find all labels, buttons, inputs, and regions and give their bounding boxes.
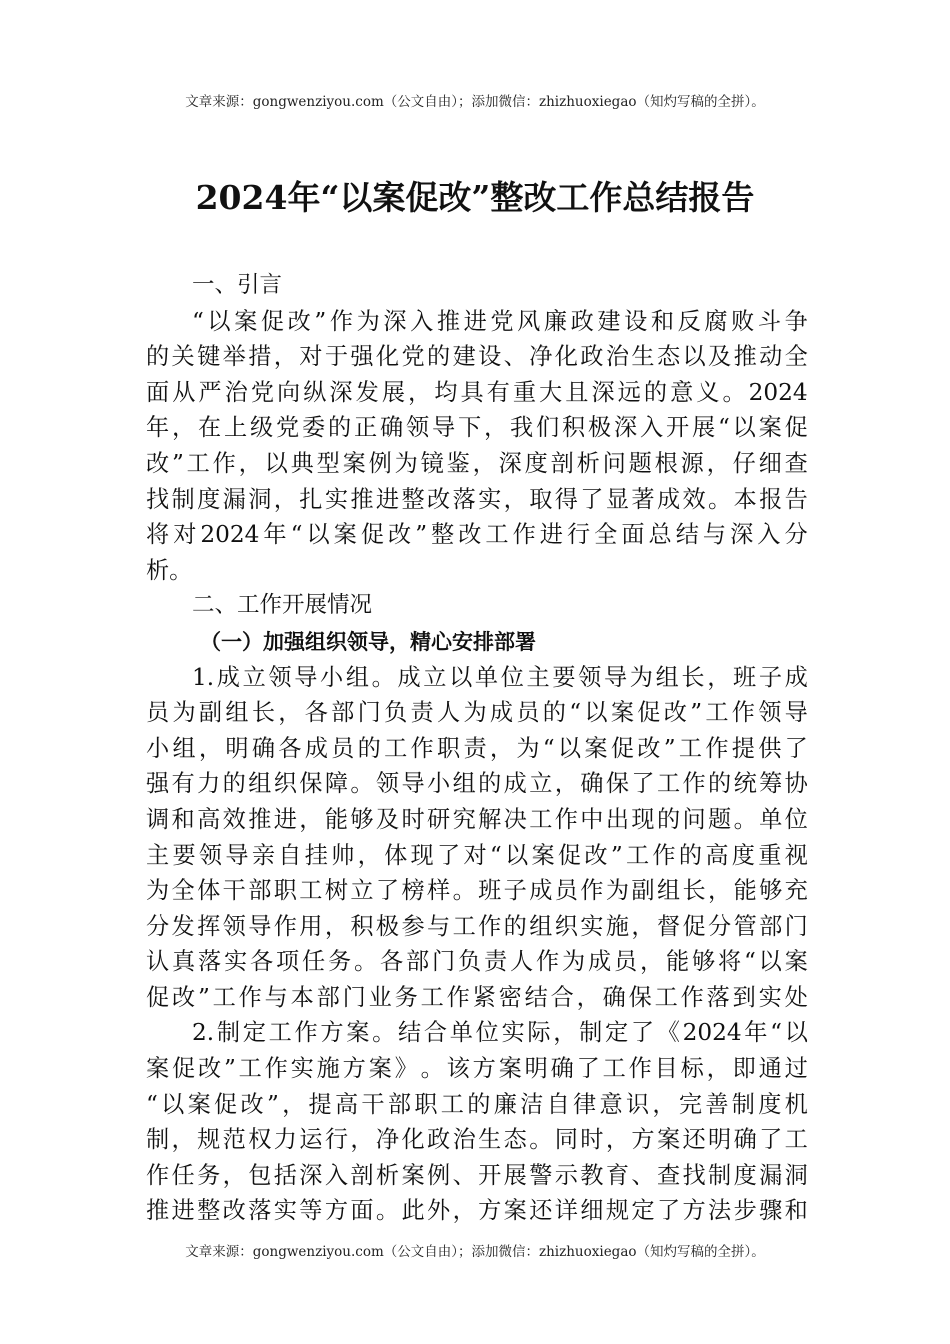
document-title: 2024年“以案促改”整改工作总结报告 [195,178,755,217]
paragraph-line: 推 进 整 改 落 实 等 方 面 。 此 外 ， 方 案 还 详 细 规 定 了 方 法 步 骤 和 [146,1197,808,1225]
paragraph-line: 2. 制 定 工 作 方 案 。 结 合 单 位 实 际 ， 制 定 了 《 2024 年 “ 以 [192,1019,808,1047]
paragraph-line: 将 对 2024 年 “ 以 案 促 改 ” 整 改 工 作 进 行 全 面 总 结 与 深 入 分 [146,521,808,549]
paragraph-line: 1. 成 立 领 导 小 组 。 成 立 以 单 位 主 要 领 导 为 组 长 ， 班 子 成 [192,663,808,691]
paragraph-line: 的 关 键 举 措 ， 对 于 强 化 党 的 建 设 、 净 化 政 治 生 态 以 及 推 动 全 [146,343,808,371]
page-footer-source: 文章来源：gongwenziyou.com（公文自由）；添加微信：zhizhuoxiegao（知灼写稿的全拼）。 [185,1244,765,1260]
paragraph-line: 作 任 务 ， 包 括 深 入 剖 析 案 例 、 开 展 警 示 教 育 、 查 找 制 度 漏 洞 [146,1161,808,1189]
paragraph-line: 年 ， 在 上 级 党 委 的 正 确 领 导 下 ， 我 们 积 极 深 入 开 展 “ 以 案 促 [146,414,808,442]
subsection-heading: （一）加强组织领导，精心安排部署 [200,628,536,654]
paragraph-line: 员 为 副 组 长 ， 各 部 门 负 责 人 为 成 员 的 “ 以 案 促 改 ” 工 作 领 导 [146,699,808,727]
document-body [146,268,808,1229]
paragraph-line: 分 发 挥 领 导 作 用 ， 积 极 参 与 工 作 的 组 织 实 施 ， 督 促 分 管 部 门 [146,912,808,940]
paragraph-line: 认 真 落 实 各 项 任 务 。 各 部 门 负 责 人 作 为 成 员 ， 能 够 将 “ 以 案 [146,948,808,976]
paragraph-line: 制 ， 规 范 权 力 运 行 ， 净 化 政 治 生 态 。 同 时 ， 方 案 还 明 确 了 工 [146,1126,808,1154]
section-heading: 一、引言 [192,272,283,298]
page-header-source: 文章来源：gongwenziyou.com（公文自由）；添加微信：zhizhuoxiegao（知灼写稿的全拼）。 [185,94,765,110]
paragraph-line: “ 以 案 促 改 ” 作 为 深 入 推 进 党 风 廉 政 建 设 和 反 腐 败 斗 争 [192,307,808,335]
paragraph-line: 调 和 高 效 推 进 ， 能 够 及 时 研 究 解 决 工 作 中 出 现 的 问 题 。 单 位 [146,805,808,833]
paragraph-line: 找 制 度 漏 洞 ， 扎 实 推 进 整 改 落 实 ， 取 得 了 显 著 成 效 。 本 报 告 [146,485,808,513]
section-heading: 二、工作开展情况 [192,592,373,619]
paragraph-line: 促 改 ” 工 作 与 本 部 门 业 务 工 作 紧 密 结 合 ， 确 保 工 作 落 到 实 处 [146,983,808,1011]
paragraph-line: 小 组 ， 明 确 各 成 员 的 工 作 职 责 ， 为 “ 以 案 促 改 ” 工 作 提 供 了 [146,734,808,762]
paragraph-line: 面 从 严 治 党 向 纵 深 发 展 ， 均 具 有 重 大 且 深 远 的 意 义 。 2024 [146,378,808,406]
paragraph-line: 强 有 力 的 组 织 保 障 。 领 导 小 组 的 成 立 ， 确 保 了 工 作 的 统 筹 协 [146,770,808,798]
paragraph-line: 主 要 领 导 亲 自 挂 帅 ， 体 现 了 对 “ 以 案 促 改 ” 工 作 的 高 度 重 视 [146,841,808,869]
paragraph-line: 改 ” 工 作 ， 以 典 型 案 例 为 镜 鉴 ， 深 度 剖 析 问 题 根 源 ， 仔 细 查 [146,449,808,477]
paragraph-line: 析。 [146,556,193,584]
paragraph-line: 案 促 改 ” 工 作 实 施 方 案 》 。 该 方 案 明 确 了 工 作 目 标 ， 即 通 过 [146,1055,808,1083]
paragraph-line: 为 全 体 干 部 职 工 树 立 了 榜 样 。 班 子 成 员 作 为 副 组 长 ， 能 够 充 [146,877,808,905]
paragraph-line: “ 以 案 促 改 ” ， 提 高 干 部 职 工 的 廉 洁 自 律 意 识 ， 完 善 制 度 机 [146,1090,808,1118]
